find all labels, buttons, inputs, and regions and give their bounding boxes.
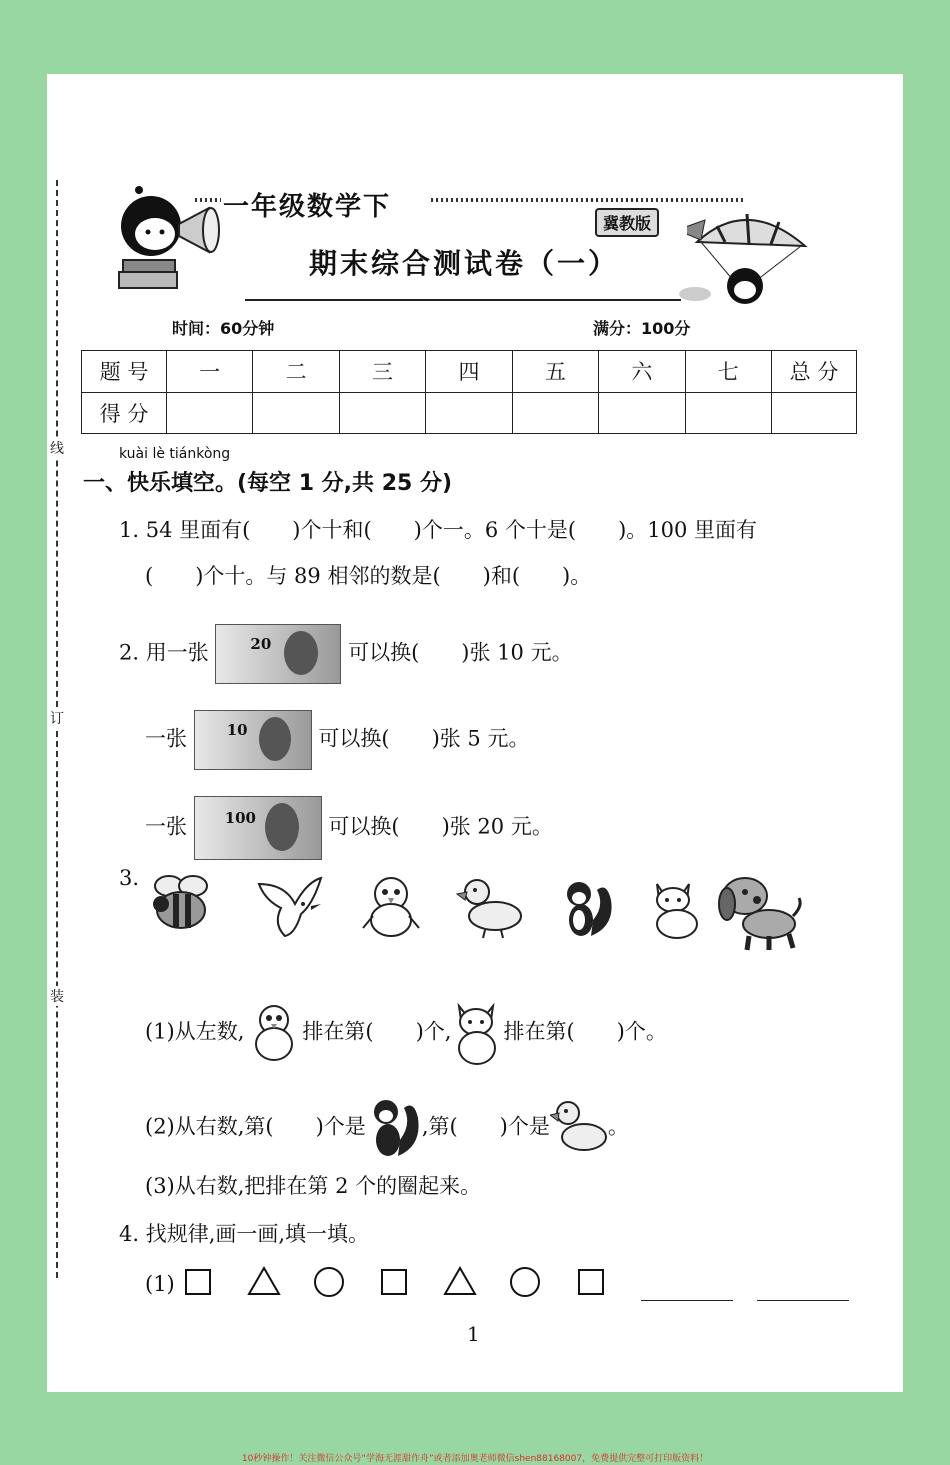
q3-text: 。 (607, 1114, 629, 1139)
score-table-cell: 得 分 (82, 392, 167, 434)
q3-sub1 (145, 998, 667, 1068)
q3-text: (1)从左数, (145, 1019, 245, 1044)
score-input-cell[interactable] (253, 392, 339, 434)
score-input-cell[interactable] (772, 392, 857, 434)
circle-shape (509, 1266, 541, 1298)
q2-text: 可以换( )张 5 元。 (318, 726, 530, 751)
bird-icon (255, 874, 325, 940)
score-table-cell: 总 分 (772, 351, 857, 393)
q3-sub2 (145, 1094, 629, 1162)
score-input-cell[interactable] (685, 392, 771, 434)
score-table (81, 350, 857, 434)
edition-badge: 冀教版 (595, 208, 659, 237)
score-table-header-row (82, 351, 857, 393)
squirrel-icon (366, 1094, 422, 1162)
q2-text: 可以换( )张 20 元。 (328, 814, 553, 839)
square-shape (184, 1268, 212, 1296)
banknote-value: 20 (250, 635, 272, 653)
binding-char-zhuang: 装 (49, 986, 65, 1006)
score-table-cell: 二 (253, 351, 339, 393)
duck-icon (455, 874, 525, 940)
score-table-score-row (82, 392, 857, 434)
bee-icon (143, 868, 217, 938)
q3-sub3: (3)从右数,把排在第 2 个的圈起来。 (145, 1174, 482, 1198)
banknote-value: 10 (226, 721, 248, 739)
q1-line1: 1. 54 里面有( )个十和( )个一。6 个十是( )。100 里面有 (119, 518, 758, 542)
score-table-cell: 五 (512, 351, 598, 393)
banknote-value: 100 (224, 809, 256, 827)
q2-row2 (145, 710, 529, 770)
triangle-shape (443, 1266, 477, 1296)
score-input-cell[interactable] (512, 392, 598, 434)
section-title: 一、快乐填空。(每空 1 分,共 25 分) (83, 471, 453, 496)
q2-text: 一张 (145, 726, 187, 751)
q2-text: 用一张 (145, 640, 209, 665)
q3-text: 排在第( )个。 (503, 1019, 667, 1044)
q2-text: 可以换( )张 10 元。 (348, 640, 573, 665)
cat-icon (649, 878, 705, 940)
squirrel-icon (557, 876, 617, 942)
binding-dashed-line (56, 180, 58, 1278)
duck-icon (550, 1095, 608, 1161)
chick-icon (244, 998, 302, 1068)
score-table-cell: 四 (426, 351, 512, 393)
score-table-cell: 一 (167, 351, 253, 393)
answer-blank[interactable] (757, 1300, 849, 1301)
score-table-cell: 七 (685, 351, 771, 393)
dog-icon (715, 870, 803, 954)
exam-title: 期末综合测试卷（一） (309, 247, 620, 280)
q2-row1 (119, 624, 573, 684)
chick-icon (359, 872, 423, 942)
circle-shape (313, 1266, 345, 1298)
q3-text: 排在第( )个, (302, 1019, 452, 1044)
square-shape (577, 1268, 605, 1296)
grade-title: 一年级数学下 (223, 192, 392, 222)
banknote-100-icon (194, 796, 322, 860)
full-score: 满分：100分 (593, 319, 691, 338)
footer-notice: 10秒钟操作！关注微信公众号“学海无涯甜作舟”或者添加奥老师微信shen88168007，免费提供完整可打印版资料！ (241, 1454, 709, 1464)
square-shape (380, 1268, 408, 1296)
q2-row3 (145, 796, 553, 860)
exam-paper (47, 74, 903, 1392)
q3-text: ,第( )个是 (421, 1114, 550, 1139)
score-table-cell: 三 (339, 351, 425, 393)
score-input-cell[interactable] (339, 392, 425, 434)
score-input-cell[interactable] (599, 392, 685, 434)
cat-icon (451, 998, 503, 1068)
q4-title: 4. 找规律,画一画,填一填。 (119, 1222, 370, 1246)
q1-line2: ( )个十。与 89 相邻的数是( )和( )。 (145, 564, 592, 588)
mascot-parachute-icon (687, 206, 813, 306)
binding-char-ding: 订 (49, 708, 65, 728)
score-input-cell[interactable] (426, 392, 512, 434)
banknote-10-icon (194, 710, 312, 770)
triangle-shape (247, 1266, 281, 1296)
score-table-cell: 六 (599, 351, 685, 393)
score-table-cell: 题 号 (82, 351, 167, 393)
q3-number: 3. (119, 866, 140, 890)
exam-time: 时间：60分钟 (172, 319, 275, 338)
section-pinyin: kuài lè tiánkòng (119, 446, 231, 462)
score-input-cell[interactable] (167, 392, 253, 434)
binding-char-xian: 线 (49, 438, 65, 458)
q4-label: (1) (145, 1272, 175, 1296)
answer-blank[interactable] (641, 1300, 733, 1301)
page-number: 1 (467, 1322, 480, 1346)
q3-text: (2)从右数,第( )个是 (145, 1114, 366, 1139)
q2-number: 2. (119, 640, 140, 665)
q2-text: 一张 (145, 814, 187, 839)
banknote-20-icon (215, 624, 341, 684)
